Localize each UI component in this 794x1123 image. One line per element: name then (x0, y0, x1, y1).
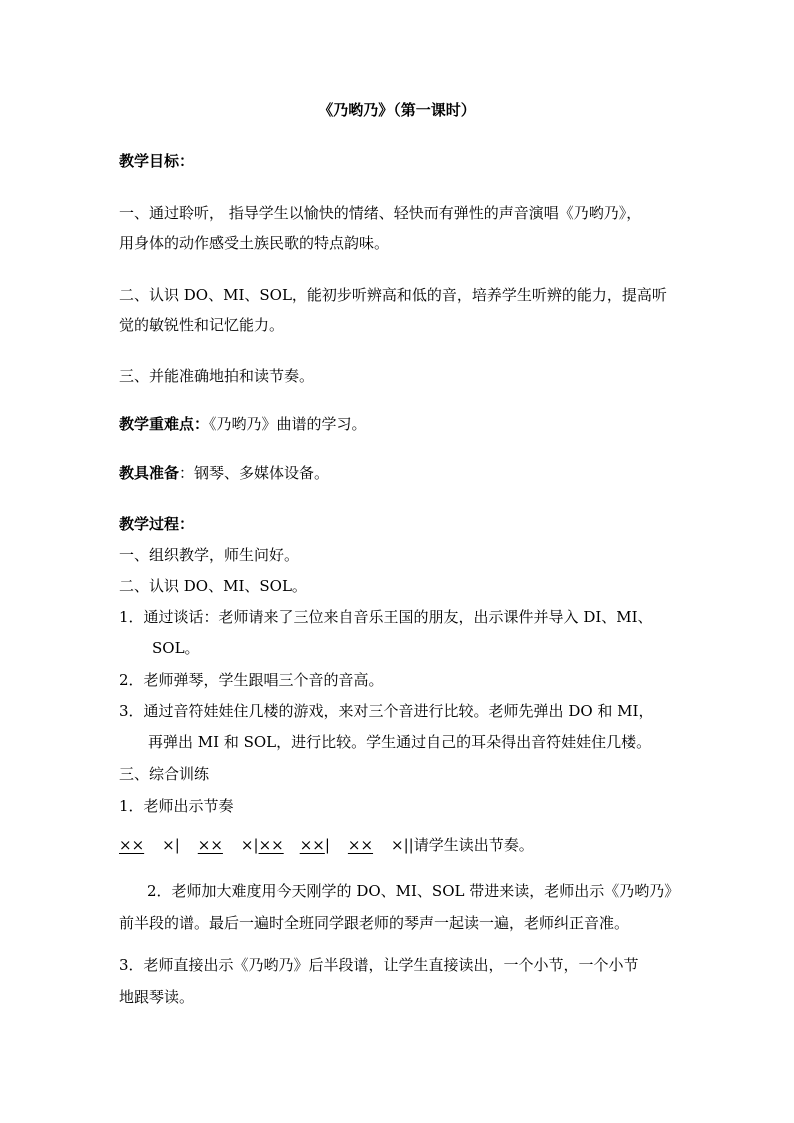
goal-item-2-line-1: 二、认识 DO、MI、SOL，能初步听辨高和低的音，培养学生听辨的能力，提高听 (119, 286, 667, 304)
teaching-tools (119, 463, 329, 483)
process-step-2: 二、认识 DO、MI、SOL。 (119, 577, 307, 595)
tools-label: 教具准备 (119, 464, 180, 482)
key-points (119, 414, 367, 434)
rhythm-note-group: ×× (197, 836, 223, 854)
rhythm-end-barline: || (403, 836, 414, 854)
rhythm-barline: | (253, 836, 259, 854)
process-step-2-3-line-1: 3．通过音符娃娃住几楼的游戏，来对三个音进行比较。老师先弹出 DO 和 MI， (119, 702, 654, 720)
process-step-1: 一、组织教学，师生问好。 (119, 546, 300, 564)
rhythm-barline: | (324, 836, 330, 854)
goal-item-1-line-1: 一、通过聆听， 指导学生以愉快的情绪、轻快而有弹性的声音演唱《乃哟乃》， (119, 204, 642, 222)
process-step-2-1-line-1: 1．通过谈话：老师请来了三位来自音乐王国的朋友，出示课件并导入 DI、MI、 (119, 608, 653, 626)
key-points-text: 《乃哟乃》曲谱的学习。 (209, 415, 367, 433)
process-step-3-3-line-2: 地跟琴读。 (119, 988, 195, 1006)
process-step-3-3-line-1: 3．老师直接出示《乃哟乃》后半段谱，让学生直接读出，一个小节，一个小节 (119, 956, 639, 974)
goal-item-1-line-2: 用身体的动作感受土族民歌的特点韵味。 (119, 234, 390, 252)
goals-heading: 教学目标： (119, 152, 195, 170)
rhythm-note-group: ×× (299, 836, 325, 854)
rhythm-barline: | (174, 836, 180, 854)
process-step-3: 三、综合训练 (119, 765, 210, 783)
rhythm-instruction: 请学生读出节奏。 (413, 836, 534, 854)
goal-item-2-line-2: 觉的敏锐性和记忆能力。 (119, 316, 285, 334)
key-points-label: 教学重难点： (119, 415, 210, 433)
tools-text: ：钢琴、多媒体设备。 (179, 464, 330, 482)
process-step-2-1-line-2: SOL。 (152, 639, 200, 657)
process-step-3-2-line-2: 前半段的谱。最后一遍时全班同学跟老师的琴声一起读一遍，老师纠正音准。 (119, 914, 630, 932)
rhythm-note-group: ×× (258, 836, 284, 854)
process-step-2-3-line-2: 再弹出 MI 和 SOL，进行比较。学生通过自己的耳朵得出音符娃娃住几楼。 (148, 733, 652, 751)
goal-item-3: 三、并能准确地拍和读节奏。 (119, 367, 315, 385)
rhythm-note-group: ×× (347, 836, 374, 854)
process-step-3-2-line-1: 2．老师加大难度用今天刚学的 DO、MI、SOL 带进来读，老师出示《乃哟乃》 (147, 882, 680, 900)
rhythm-note: × (240, 836, 254, 854)
document-title: 《乃哟乃》（第一课时） (318, 101, 476, 119)
rhythm-note: × (162, 836, 175, 854)
rhythm-line (119, 835, 534, 855)
process-step-2-2: 2．老师弹琴，学生跟唱三个音的音高。 (119, 671, 384, 689)
rhythm-note: × (391, 836, 404, 854)
process-step-3-1: 1．老师出示节奏 (119, 797, 234, 815)
rhythm-note-group: ×× (119, 836, 145, 854)
process-heading: 教学过程： (119, 515, 195, 533)
